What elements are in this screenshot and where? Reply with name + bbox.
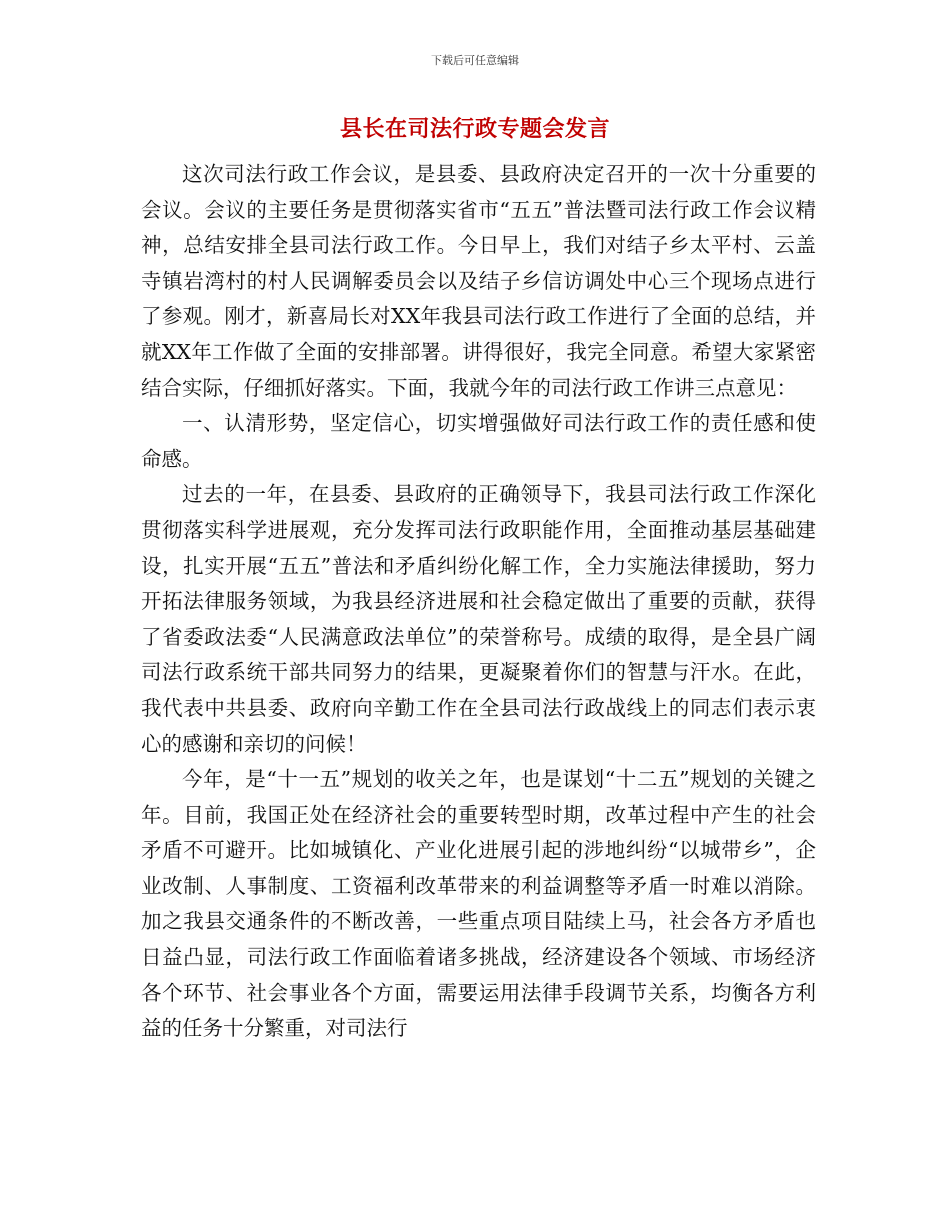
header-note: 下载后可任意编辑 — [431, 54, 519, 67]
paragraph: 今年，是“十一五”规划的收关之年，也是谋划“十二五”规划的关键之年。目前，我国正处在经济社会的重要转型时期，改革过程中产生的社会矛盾不可避开。比如城镇化、产业化进展引起的涉地纠纷“以城带乡”，企业改制、人事制度、工资福利改革带来的利益调整等矛盾一时难以消除。加之我县交通条件的不断改善，一些重点项目陆续上马，社会各方矛盾也日益凸显，司法行政工作面临着诸多挑战，经济建设各个领域、市场经济各个环节、社会事业各个方面，需要运用法律手段调节关系，均衡各方利益的任务十分繁重，对司法行 — [141, 767, 816, 1041]
document-title: 县长在司法行政专题会发言 — [339, 117, 610, 142]
document-body — [141, 157, 816, 1047]
paragraph: 过去的一年，在县委、县政府的正确领导下，我县司法行政工作深化贯彻落实科学进展观，充分发挥司法行政职能作用，全面推动基层基础建设，扎实开展“五五”普法和矛盾纠纷化解工作，全力实施法律援助，努力开拓法律服务领域，为我县经济进展和社会稳定做出了重要的贡献，获得了省委政法委“人民满意政法单位”的荣誉称号。成绩的取得，是全县广阔司法行政系统干部共同努力的结果，更凝聚着你们的智慧与汗水。在此，我代表中共县委、政府向辛勤工作在全县司法行政战线上的同志们表示衷心的感谢和亲切的问候！ — [141, 482, 816, 756]
paragraph: 这次司法行政工作会议，是县委、县政府决定召开的一次十分重要的会议。会议的主要任务是贯彻落实省市“五五”普法暨司法行政工作会议精神，总结安排全县司法行政工作。今日早上，我们对结子乡太平村、云盖寺镇岩湾村的村人民调解委员会以及结子乡信访调处中心三个现场点进行了参观。刚才，新喜局长对XX年我县司法行政工作进行了全面的总结，并就XX年工作做了全面的安排部署。讲得很好，我完全同意。希望大家紧密结合实际，仔细抓好落实。下面，我就今年的司法行政工作讲三点意见： — [141, 162, 816, 400]
paragraph: 一、认清形势，坚定信心，切实增强做好司法行政工作的责任感和使命感。 — [141, 411, 816, 471]
